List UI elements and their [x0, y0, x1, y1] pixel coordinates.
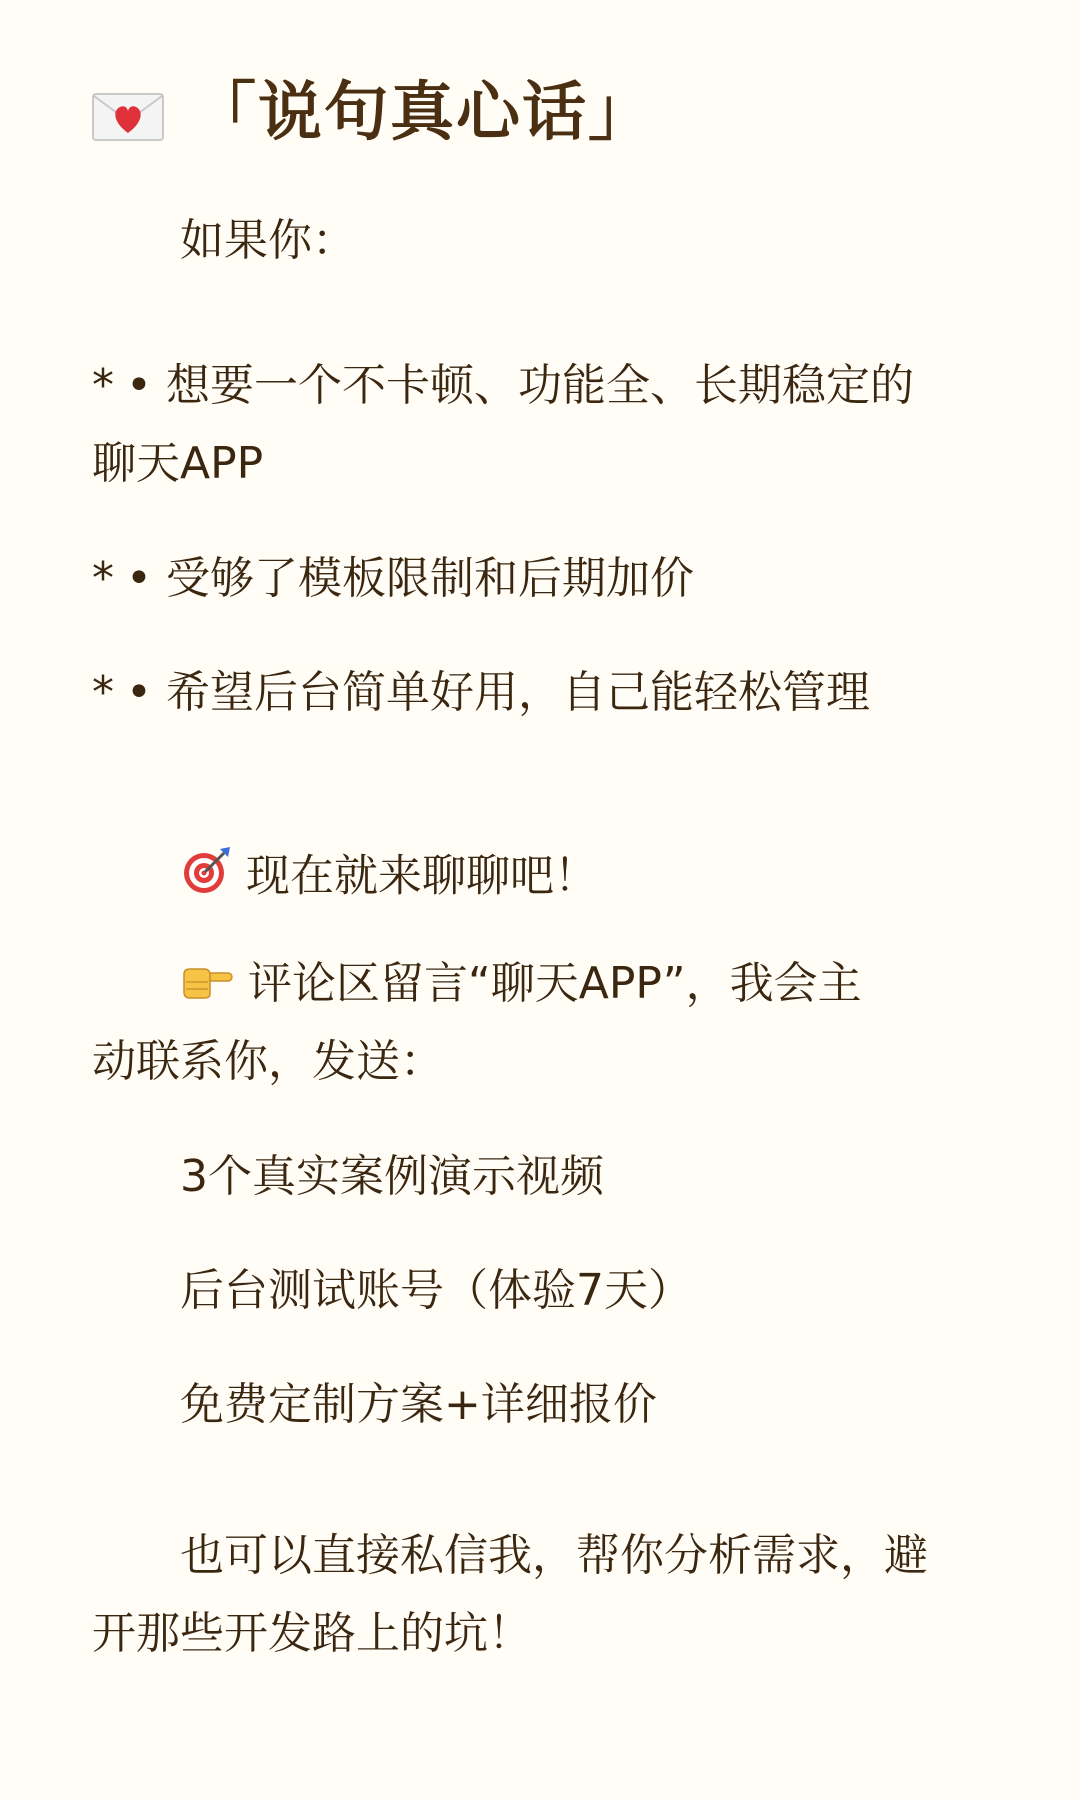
- offer-item: 后台测试账号（体验7天）: [180, 1265, 692, 1316]
- closing-line-2: 开那些开发路上的坑！: [92, 1608, 532, 1659]
- page-title-row: [92, 62, 654, 152]
- bullet-item-2: [92, 550, 694, 608]
- envelope-heart-icon: [92, 83, 164, 131]
- offer-item: 3个真实案例演示视频: [180, 1151, 604, 1202]
- intro-text: 如果你：: [180, 215, 356, 266]
- cta-text: 现在就来聊聊吧！: [246, 850, 598, 902]
- bullet-text: 想要一个不卡顿、功能全、长期稳定的: [166, 360, 914, 411]
- bullet-item-3: [92, 664, 870, 722]
- bullet-text: 受够了模板限制和后期加价: [166, 553, 694, 604]
- bullet-dot: •: [126, 667, 152, 718]
- bullet-dot: •: [126, 553, 152, 604]
- comment-line-1: [180, 955, 862, 1015]
- comment-line-2: 动联系你，发送：: [92, 1036, 444, 1087]
- bullet-item-1-continued: 聊天APP: [92, 438, 264, 489]
- bullet-star: *: [92, 667, 114, 718]
- target-dart-icon: [180, 845, 232, 912]
- closing-line-1: 也可以直接私信我，帮你分析需求，避: [180, 1530, 928, 1581]
- bullet-star: *: [92, 360, 114, 411]
- pointing-hand-icon: [180, 957, 234, 1015]
- bullet-star: *: [92, 553, 114, 604]
- bullet-item-1: [92, 357, 914, 415]
- bullet-text: 希望后台简单好用，自己能轻松管理: [166, 667, 870, 718]
- cta-line: [180, 845, 598, 912]
- offer-item: 免费定制方案+详细报价: [180, 1379, 657, 1430]
- bullet-dot: •: [126, 360, 152, 411]
- comment-text: 评论区留言“聊天APP”，我会主: [248, 958, 862, 1009]
- page-title: 「说句真心话」: [192, 76, 654, 150]
